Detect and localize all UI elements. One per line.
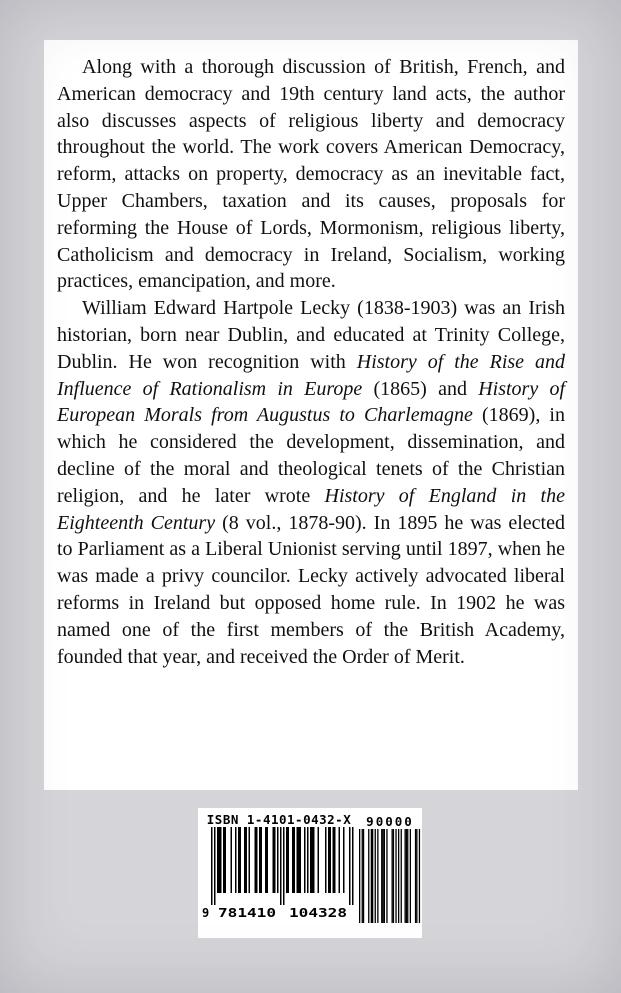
back-cover-text <box>57 54 565 670</box>
paragraph <box>57 295 565 670</box>
ean13-barcode <box>201 810 357 938</box>
barcode-digit-group: 9 <box>202 906 210 919</box>
text-segment: (1865) and <box>362 377 479 400</box>
synopsis-box <box>44 40 578 790</box>
text-segment: (1869), in which he considered the development, dissemination, and decline of the moral and theological tenets of the Christian religion, and he later wrote <box>57 404 565 507</box>
supplement-barcode <box>359 810 421 938</box>
paragraph <box>57 54 565 295</box>
barcode-box <box>198 808 422 938</box>
barcode-digit-group: 781410 <box>218 906 276 919</box>
text-segment: (8 vol., 1878-90). In 1895 he was elected to Parliament as a Liberal Unionist serving until 1897, when he was made a privy councilor. Lecky actively advocated liberal reforms in Ireland but opposed home rule. In 1902 he was named one of the first members of the British Academy, founded that year, and received the Order of Merit. <box>57 511 565 668</box>
text-segment: Along with a thorough discussion of British, French, and American democracy and 19th century land acts, the author also discusses aspects of religious liberty and democracy throughout the world. The work covers American Democracy, reform, attacks on property, democracy as an inevitable fact, Upper Chambers, taxation and its causes, proposals for reforming the House of Lords, Mormonism, religious liberty, Catholicism and democracy in Ireland, Socialism, working practices, emancipation, and more. <box>57 56 565 293</box>
supplement-barcode-bars <box>359 829 421 923</box>
book-title-italic: History of England in the Eighteenth Century <box>57 484 565 534</box>
supplement-number: 90000 <box>366 814 414 829</box>
book-title-italic: History of the Rise and Influence of Rationalism in Europe <box>57 350 565 400</box>
ean13-barcode-bars <box>201 827 357 919</box>
text-segment: William Edward Hartpole Lecky (1838-1903) was an Irish historian, born near Dublin, and educated at Trinity College, Dublin. He won recognition with <box>57 297 565 373</box>
book-title-italic: History of European Morals from Augustus to Charlemagne <box>57 377 565 427</box>
isbn-label: ISBN 1-4101-0432-X <box>206 812 352 827</box>
barcode-digit-group: 104328 <box>289 906 347 919</box>
